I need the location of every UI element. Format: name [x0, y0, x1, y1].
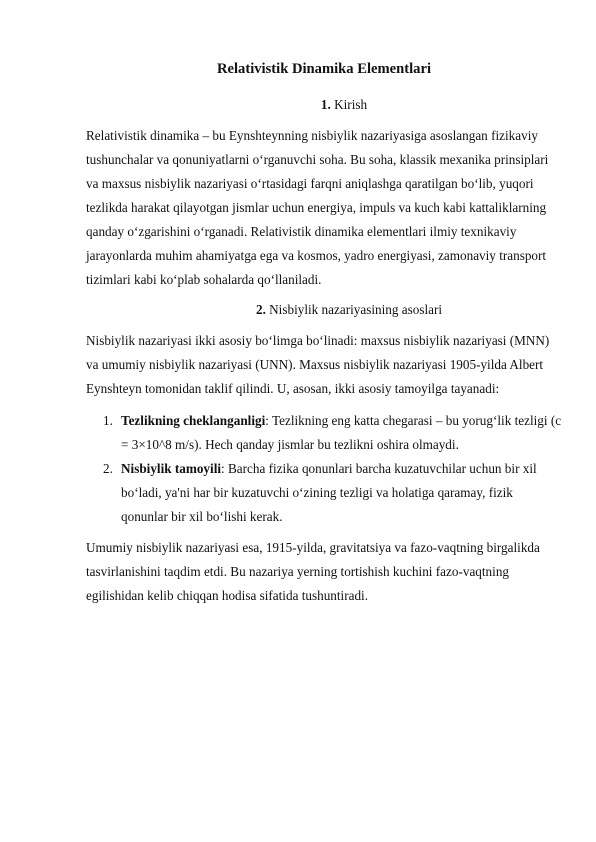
relativity-intro-paragraph: Nisbiylik nazariyasi ikki asosiy bo‘limga bo‘linadi: maxsus nisbiylik nazariyasi (MNN) va umumiy nisbiylik nazariyasi (UNN). Maxsus nisbiylik nazariyasi 1905-yilda Albert Eynshteyn tomonidan taklif qilindi. U, asosan, ikki asosiy tamoyilga tayanadi: — [86, 333, 550, 396]
list-item-number: 2. — [103, 461, 113, 476]
list-item-text: : Tezlikning eng katta chegarasi – bu yorug‘lik tezligi (c = 3×10^8 m/s). Hech qanday jismlar bu tezlikni oshira olmaydi. — [121, 413, 562, 452]
list-item-term: Tezlikning cheklanganligi — [121, 413, 266, 428]
section-heading-relativity-basics — [86, 300, 562, 319]
list-item-text: : Barcha fizika qonunlari barcha kuzatuvchilar uchun bir xil bo‘ladi, ya'ni har bir kuzatuvchi o‘zining tezligi va holatiga qaramay, fizik qonunlar bir xil bo‘lishi kerak. — [121, 461, 537, 524]
list-item-number: 1. — [103, 413, 113, 428]
document-page — [86, 60, 562, 616]
introduction-paragraph: Relativistik dinamika – bu Eynshteynning nisbiylik nazariyasiga asoslangan fizikaviy tushunchalar va qonuniyatlarni o‘rganuvchi soha. Bu soha, klassik mexanika prinsiplari va maxsus nisbiylik nazariyasi o‘rtasidagi farqni aniqlashga qaratilgan bo‘lib, yuqori tezlikda harakat qilayotgan jismlar uchun energiya, impuls va kuch kabi kattaliklarning qanday o‘zgarishini o‘rganadi. Relativistik dinamika elementlari ilmiy texnikaviy jarayonlarda muhim ahamiyatga ega va kosmos, yadro energiyasi, zamonaviy transport tizimlari kabi ko‘plab sohalarda qo‘llaniladi. — [86, 128, 549, 287]
section-title: Kirish — [334, 97, 368, 112]
list-item-term: Nisbiylik tamoyili — [121, 461, 222, 476]
section-heading-introduction — [86, 95, 562, 114]
document-title: Relativistik Dinamika Elementlari — [216, 61, 432, 77]
principles-list — [86, 409, 562, 529]
section-number: 2. — [255, 302, 266, 317]
section-title: Nisbiylik nazariyasining asoslari — [269, 302, 443, 317]
section-number: 1. — [320, 97, 331, 112]
general-relativity-paragraph: Umumiy nisbiylik nazariyasi esa, 1915-yilda, gravitatsiya va fazo-vaqtning birgalikda tasvirlanishini taqdim etdi. Bu nazariya yerning tortishish kuchini fazo-vaqtning egilishidan kelib chiqqan hodisa sifatida tushuntiradi. — [86, 540, 540, 603]
list-item — [86, 409, 562, 457]
list-item — [86, 457, 562, 529]
